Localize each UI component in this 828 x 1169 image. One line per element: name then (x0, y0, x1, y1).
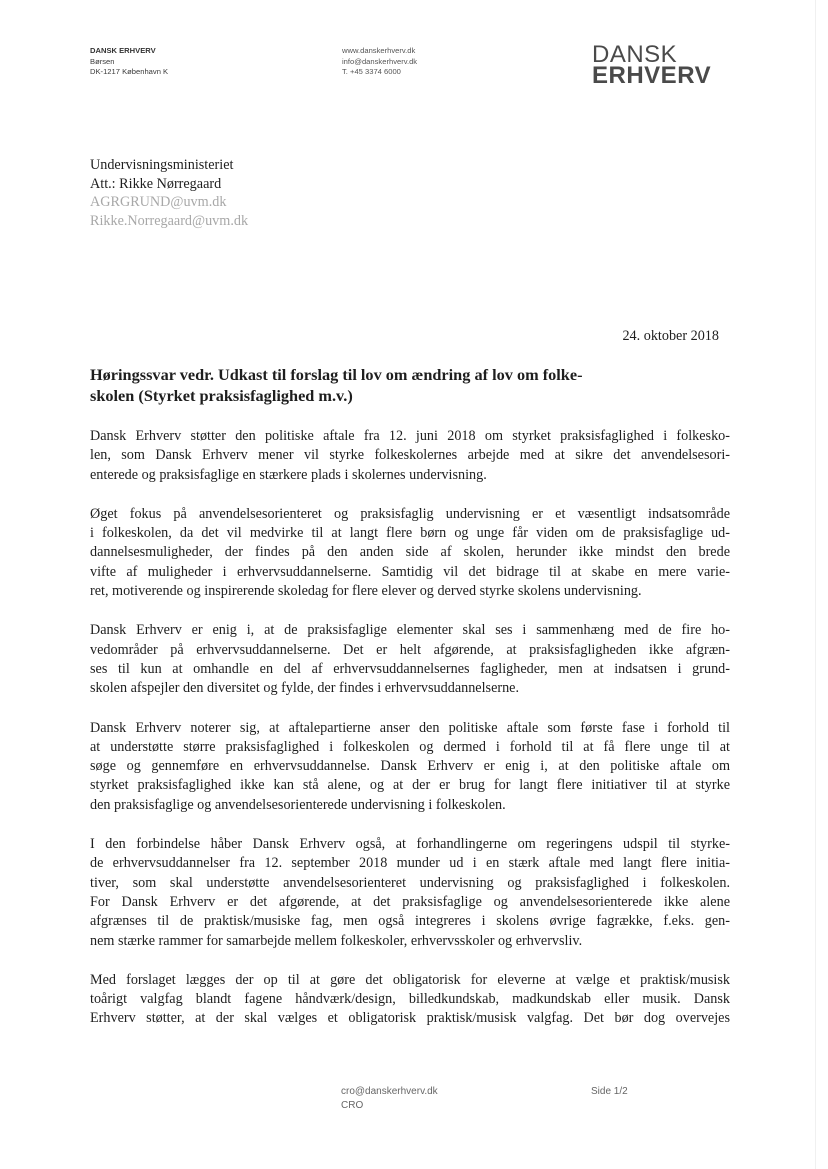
body-paragraph (90, 719, 730, 815)
paragraph-line: Erhverv støtter, at der skal vælges et obligatorisk praktisk/musisk valgfag. Det bør dog overvejes (90, 1010, 730, 1027)
paragraph-line: Dansk Erhverv støtter den politiske aftale fra 12. juni 2018 om styrket praksisfaglighed i folkesko- (90, 428, 730, 444)
letterhead-address-line2: DK-1217 København K (90, 67, 169, 76)
recipient-block (90, 156, 248, 230)
body-paragraph (90, 971, 730, 1029)
footer-initials: CRO (341, 1100, 364, 1111)
recipient-line1: Undervisningsministeriet (90, 157, 234, 173)
paragraph-line: afgrænses til de praktisk/musiske fag, men også integreres i skolens øvrige fagrække, f.eks. gen- (90, 913, 730, 930)
body-paragraph (90, 505, 730, 601)
scan-edge (815, 0, 816, 1169)
paragraph-line: toårigt valgfag blandt fagene håndværk/design, billedkundskab, madkundskab eller musik. Dansk (90, 991, 730, 1008)
letter-date: 24. oktober 2018 (622, 328, 719, 344)
paragraph-line: de erhvervsuddannelser fra 12. september 2018 munder ud i en stærk aftale med langt flere initia- (90, 855, 730, 872)
letter-title (90, 364, 730, 406)
paragraph-line: ses til kun at omhandle en del af erhvervsuddannelsernes fagligheder, men at indsatsen i grund- (90, 660, 730, 677)
paragraph-line: For Dansk Erhverv er det afgørende, at det praksisfaglige og anvendelsesorienterede ikke alene (90, 893, 730, 910)
paragraph-line: søge og gennemføre en erhvervsuddannelse. Dansk Erhverv er enig i, at den politiske aftale om (90, 758, 730, 775)
paragraph-line: Øget fokus på anvendelsesorienteret og praksisfaglig undervisning er et væsentligt indsatsområde (90, 505, 730, 522)
paragraph-line: Med forslaget lægges der op til at gøre det obligatorisk for eleverne at vælge et praktisk/musisk (90, 971, 730, 988)
paragraph-line: I den forbindelse håber Dansk Erhverv også, at forhandlingerne om regeringens udspil til styrke- (90, 836, 730, 853)
page-number: Side 1/2 (591, 1086, 628, 1097)
paragraph-line: enterede og praksisfaglige en stærkere plads i skolernes undervisning. (90, 466, 487, 483)
letterhead-phone: T. +45 3374 6000 (342, 67, 401, 76)
paragraph-line: vifte af muligheder i erhvervsuddannelserne. Samtidig vil det bidrage til at skabe en mere varie- (90, 563, 730, 580)
paragraph-line: ret, motiverende og inspirerende skoledag for flere elever og derved styrke skolens undervisning. (90, 583, 642, 600)
paragraph-line: skolen afspejler den diversitet og fylde, der findes i erhvervsuddannelserne. (90, 680, 520, 697)
letterhead-web: www.danskerhverv.dk (342, 46, 416, 55)
body-paragraph (90, 835, 730, 951)
paragraph-line: at understøtte større praksisfaglighed i folkeskolen og dermed i forhold til at få flere unge til at (90, 738, 730, 755)
recipient-email2: Rikke.Norregaard@uvm.dk (90, 212, 249, 229)
paragraph-line: len, som Dansk Erhverv mener vil styrke folkeskolernes arbejde med at sikre det anvendelsesori- (90, 447, 730, 464)
paragraph-line: tiver, som skal understøtte anvendelsesorienteret undervisning og praksisfaglighed i folkeskolen. (90, 874, 730, 891)
body-paragraph (90, 427, 730, 485)
paragraph-line: vedområder på erhvervsuddannelserne. Det er helt afgørende, at praksisfagligheden ikke afgræn- (90, 641, 730, 658)
company-logo (592, 41, 712, 89)
logo-line1: DANSK (592, 41, 678, 68)
paragraph-line: styrket praksisfaglighed ikke kan stå alene, og at der er brug for langt flere initiativer til at styrke (90, 777, 730, 794)
paragraph-line: dannelsesmuligheder, der findes på den anden side af skolen, herunder ikke mindst den brede (90, 544, 730, 561)
letterhead-address (90, 46, 168, 78)
paragraph-line: den praksisfaglige og anvendelsesorienterede undervisning i folkeskolen. (90, 796, 506, 813)
title-line1: Høringssvar vedr. Udkast til forslag til lov om ændring af lov om folke- (90, 365, 583, 384)
footer-email: cro@danskerhverv.dk (341, 1086, 438, 1097)
paragraph-line: nem stærke rammer for samarbejde mellem folkeskoler, erhvervsskoler og erhvervsliv. (90, 932, 583, 949)
recipient-email1: AGRGRUND@uvm.dk (90, 194, 227, 210)
body-paragraph (90, 621, 730, 698)
letterhead-contact (342, 46, 417, 78)
logo-line2: ERHVERV (592, 62, 712, 89)
letter-body (90, 427, 730, 1049)
recipient-line2: Att.: Rikke Nørregaard (90, 175, 222, 192)
letterhead-email: info@danskerhverv.dk (342, 56, 418, 66)
paragraph-line: i folkeskolen, da det vil medvirke til at langt flere børn og unge får viden om de praksisfaglige ud- (90, 525, 730, 542)
paragraph-line: Dansk Erhverv er enig i, at de praksisfaglige elementer skal ses i sammenhæng med de fire ho- (90, 622, 730, 639)
paragraph-line: Dansk Erhverv noterer sig, at aftalepartierne anser den politiske aftale som første fase i forhold til (90, 719, 730, 736)
letterhead-address-line1: Børsen (90, 56, 115, 66)
title-line2: skolen (Styrket praksisfaglighed m.v.) (90, 386, 353, 405)
footer-contact (341, 1085, 438, 1113)
letterhead-company: DANSK ERHVERV (90, 46, 156, 55)
